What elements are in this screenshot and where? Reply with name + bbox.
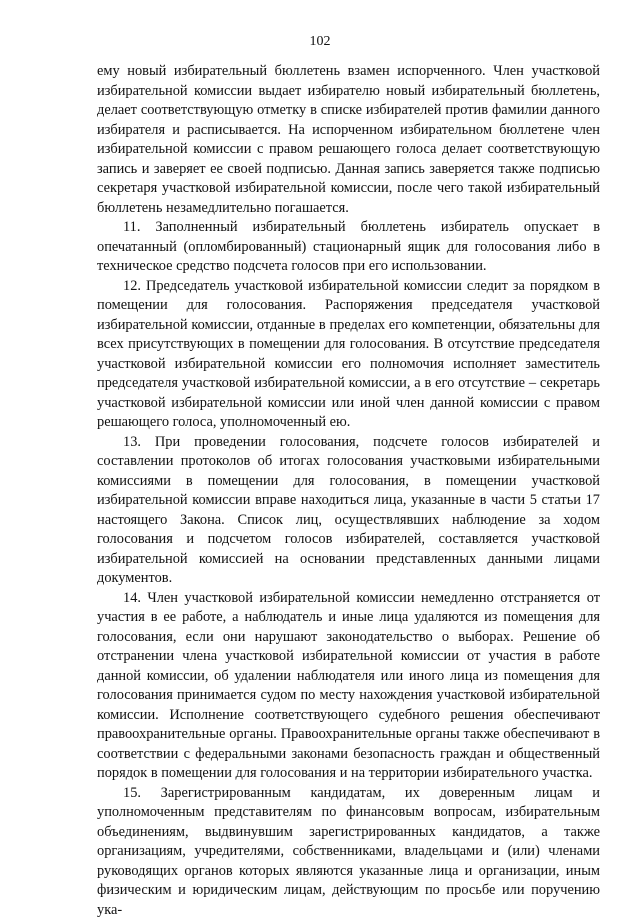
paragraph-clause-12: 12. Председатель участковой избирательной комиссии следит за порядком в помещении для голосования. Распоряжения председателя участковой избирательной комиссии, отданные в пределах его компетенции, обязательны для всех присутствующих в помещении для голосования. В отсутствие председателя участковой избирательной комиссии его полномочия исполняет заместитель председателя участковой избирательной комиссии, а в его отсутствие – секретарь участковой избирательной комиссии или иной член данной комиссии с правом решающего голоса, уполномоченный ею.: [97, 277, 600, 433]
paragraph-clause-11: 11. Заполненный избирательный бюллетень избиратель опускает в опечатанный (опломбированный) стационарный ящик для голосования либо в техническое средство подсчета голосов при его использовании.: [97, 218, 600, 277]
paragraph-clause-14: 14. Член участковой избирательной комиссии немедленно отстраняется от участия в ее работе, а наблюдатель и иные лица удаляются из помещения для голосования, если они нарушают законодательство о выборах. Решение об отстранении члена участковой избирательной комиссии от участия в работе данной комиссии, об удалении наблюдателя или иного лица из помещения для голосования принимается судом по месту нахождения участковой избирательной комиссии. Исполнение соответствующего судебного решения обеспечивают правоохранительные органы. Правоохранительные органы также обеспечивают в соответствии с федеральными законами безопасность граждан и общественный порядок в помещении для голосования и на территории избирательного участка.: [97, 589, 600, 784]
paragraph-clause-15: 15. Зарегистрированным кандидатам, их доверенным лицам и уполномоченным представителям по финансовым вопросам, избирательным объединениям, выдвинувшим зарегистрированных кандидатов, а также организациям, учредителями, собственниками, владельцами и (или) членами руководящих органов которых являются указанные лица и организации, иным физическим и юридическим лицам, действующим по просьбе или поручению ука-: [97, 784, 600, 920]
page-number: 102: [0, 34, 640, 50]
document-body: [97, 62, 600, 920]
paragraph-clause-13: 13. При проведении голосования, подсчете голосов избирателей и составлении протоколов об итогах голосования участковыми избирательными комиссиями в помещении для голосования, в помещении участковой избирательной комиссии вправе находиться лица, указанные в части 5 статьи 17 настоящего Закона. Список лиц, осуществлявших наблюдение за ходом голосования и подсчетом голосов избирателей, составляется участковой избирательной комиссией на основании представленных данными лицами документов.: [97, 433, 600, 589]
paragraph-continuation: ему новый избирательный бюллетень взамен испорченного. Член участковой избирательной комиссии выдает избирателю новый избирательный бюллетень, делает соответствующую отметку в списке избирателей против фамилии данного избирателя и расписывается. На испорченном избирательном бюллетене член избирательной комиссии с правом решающего голоса делает соответствующую запись и заверяет ее своей подписью. Данная запись заверяется также подписью секретаря участковой избирательной комиссии, после чего такой избирательный бюллетень незамедлительно погашается.: [97, 62, 600, 218]
